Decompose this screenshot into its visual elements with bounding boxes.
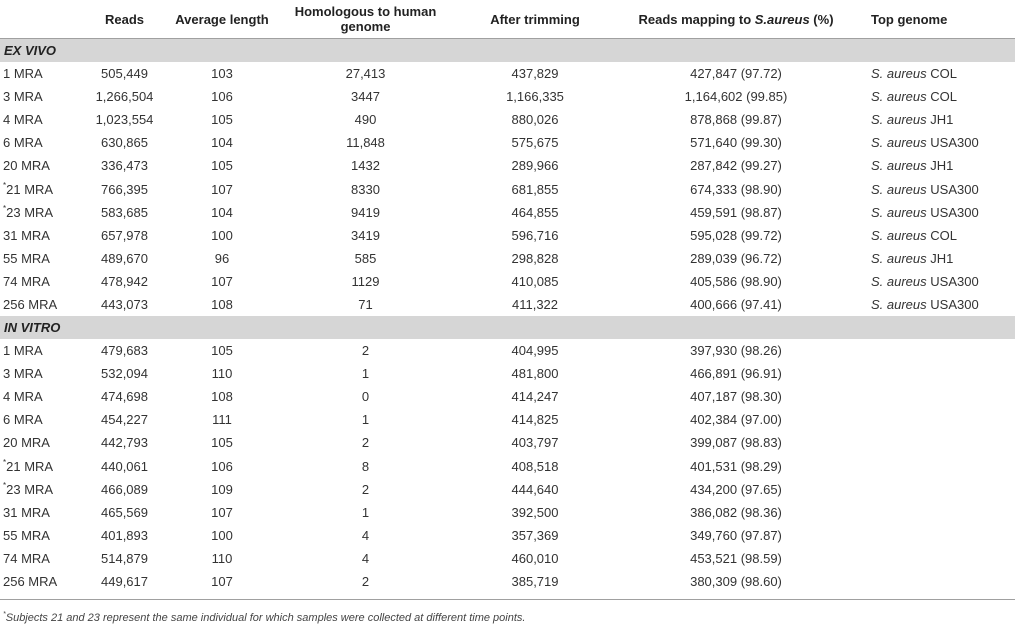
sample-mark: *: [3, 203, 7, 213]
genome-species: S. aureus: [871, 181, 927, 197]
sample-label: 1 MRA: [3, 343, 43, 359]
sample-cell: [0, 108, 77, 131]
genome-species: S. aureus: [871, 273, 927, 289]
genome-strain: USA300: [926, 181, 979, 197]
top-genome-cell: [861, 455, 1015, 478]
sample-mark: *: [3, 180, 7, 190]
top-genome-cell: [861, 431, 1015, 454]
reads-mapping-cell: 453,521 (98.59): [690, 550, 782, 566]
table-row: [0, 408, 1015, 431]
genome-species: S. aureus: [871, 66, 927, 82]
table-row: [0, 62, 1015, 85]
reads-cell: 443,073: [101, 296, 148, 312]
after-trimming-cell: 289,966: [511, 158, 559, 174]
reads-mapping-cell: 674,333 (98.90): [690, 181, 782, 197]
top-genome-cell: [861, 108, 1015, 131]
homologous-cell: 2: [361, 481, 370, 497]
after-trimming-cell: 392,500: [511, 504, 559, 520]
top-genome-cell: [861, 177, 1015, 200]
reads-cell: 532,094: [101, 366, 148, 382]
sample-label: 31 MRA: [3, 504, 50, 520]
reads-cell: 1,266,504: [95, 89, 154, 105]
top-genome-cell: [861, 478, 1015, 501]
reads-mapping-cell: 400,666 (97.41): [690, 296, 782, 312]
homologous-cell: 3419: [351, 227, 380, 243]
average-length-cell: 108: [211, 389, 233, 405]
table-row: [0, 131, 1015, 154]
reads-mapping-cell: 397,930 (98.26): [690, 343, 782, 359]
sample-cell: [0, 455, 77, 478]
homologous-cell: 1432: [351, 158, 380, 174]
homologous-cell: 8330: [351, 181, 380, 197]
after-trimming-cell: 410,085: [511, 273, 559, 289]
header-top-genome: Top genome: [871, 11, 948, 27]
sample-label: 21 MRA: [6, 458, 54, 474]
average-length-cell: 107: [211, 181, 233, 197]
sample-cell: [0, 247, 77, 270]
reads-mapping-cell: 289,039 (96.72): [690, 250, 782, 266]
table-row: [0, 247, 1015, 270]
genome-strain: COL: [926, 227, 957, 243]
sample-label: 20 MRA: [3, 158, 50, 174]
homologous-cell: 1: [361, 366, 370, 382]
top-genome-cell: [861, 154, 1015, 177]
after-trimming-cell: 1,166,335: [506, 89, 564, 105]
table-row: [0, 570, 1015, 593]
section-title: IN VITRO: [0, 316, 1015, 339]
sample-label: 256 MRA: [3, 574, 58, 590]
table-row: [0, 501, 1015, 524]
genome-species: S. aureus: [871, 112, 927, 128]
header-row: [0, 0, 1015, 39]
sample-label: 3 MRA: [3, 366, 43, 382]
sample-cell: [0, 293, 77, 316]
sample-cell: [0, 177, 77, 200]
genome-strain: JH1: [926, 112, 954, 128]
top-genome-cell: [861, 293, 1015, 316]
after-trimming-cell: 411,322: [511, 296, 559, 312]
table-row: [0, 547, 1015, 570]
table-row: [0, 524, 1015, 547]
table-row: [0, 85, 1015, 108]
after-trimming-cell: 681,855: [511, 181, 559, 197]
section-title: EX VIVO: [0, 39, 1015, 63]
sample-cell: [0, 570, 77, 593]
homologous-cell: 27,413: [345, 66, 386, 82]
genome-strain: COL: [926, 89, 957, 105]
reads-mapping-cell: 349,760 (97.87): [690, 527, 782, 543]
reads-cell: 505,449: [101, 66, 148, 82]
genome-strain: USA300: [926, 273, 979, 289]
homologous-cell: 8: [361, 458, 370, 474]
after-trimming-cell: 357,369: [511, 527, 559, 543]
footnote-text: Subjects 21 and 23 represent the same individual for which samples were collected at different time points.: [5, 612, 526, 625]
reads-mapping-cell: 466,891 (96.91): [690, 366, 782, 382]
reads-cell: 479,683: [101, 343, 148, 359]
homologous-cell: 1: [361, 504, 370, 520]
sample-cell: [0, 270, 77, 293]
sample-cell: [0, 478, 77, 501]
homologous-cell: 3447: [351, 89, 380, 105]
footnote-mark: *: [3, 611, 6, 619]
average-length-cell: 110: [211, 366, 233, 382]
sample-label: 74 MRA: [3, 550, 50, 566]
reads-cell: 454,227: [101, 412, 148, 428]
reads-cell: 583,685: [101, 204, 148, 220]
reads-mapping-cell: 386,082 (98.36): [690, 504, 782, 520]
average-length-cell: 106: [211, 458, 233, 474]
after-trimming-cell: 298,828: [511, 250, 559, 266]
after-trimming-cell: 414,825: [511, 412, 559, 428]
homologous-cell: 2: [361, 574, 370, 590]
genome-species: S. aureus: [871, 135, 927, 151]
homologous-cell: 4: [361, 550, 370, 566]
reads-cell: 336,473: [101, 158, 148, 174]
average-length-cell: 110: [211, 550, 233, 566]
sample-label: 21 MRA: [6, 181, 54, 197]
reads-mapping-cell: 287,842 (99.27): [690, 158, 782, 174]
table-row: [0, 108, 1015, 131]
sample-cell: [0, 62, 77, 85]
average-length-cell: 107: [211, 273, 233, 289]
sample-label: 3 MRA: [3, 89, 43, 105]
top-genome-cell: [861, 224, 1015, 247]
reads-cell: 478,942: [101, 273, 148, 289]
top-genome-cell: [861, 131, 1015, 154]
average-length-cell: 105: [211, 112, 233, 128]
average-length-cell: 105: [211, 343, 233, 359]
sample-cell: [0, 339, 77, 362]
reads-mapping-cell: 405,586 (98.90): [690, 273, 782, 289]
sample-cell: [0, 85, 77, 108]
table-row: [0, 293, 1015, 316]
top-genome-cell: [861, 270, 1015, 293]
sample-label: 55 MRA: [3, 527, 50, 543]
reads-mapping-cell: 401,531 (98.29): [690, 458, 782, 474]
after-trimming-cell: 404,995: [511, 343, 559, 359]
table-row: [0, 385, 1015, 408]
reads-cell: 474,698: [101, 389, 148, 405]
reads-cell: 401,893: [101, 527, 148, 543]
top-genome-cell: [861, 524, 1015, 547]
reads-cell: 440,061: [101, 458, 148, 474]
sample-mark: *: [3, 457, 7, 467]
table-row: [0, 339, 1015, 362]
after-trimming-cell: 385,719: [511, 574, 559, 590]
homologous-cell: 2: [361, 435, 370, 451]
reads-mapping-cell: 434,200 (97.65): [690, 481, 782, 497]
average-length-cell: 109: [211, 481, 233, 497]
top-genome-cell: [861, 339, 1015, 362]
average-length-cell: 100: [211, 527, 233, 543]
sample-label: 31 MRA: [3, 227, 50, 243]
sample-label: 4 MRA: [3, 389, 43, 405]
sample-label: 23 MRA: [6, 481, 54, 497]
genome-strain: JH1: [926, 158, 954, 174]
reads-cell: 657,978: [101, 227, 148, 243]
header-reads-mapping: Reads mapping to S.aureus (%): [638, 11, 834, 27]
sample-label: 55 MRA: [3, 250, 50, 266]
table-row: [0, 177, 1015, 200]
after-trimming-cell: 880,026: [511, 112, 559, 128]
sample-cell: [0, 431, 77, 454]
sample-cell: [0, 131, 77, 154]
average-length-cell: 111: [212, 412, 232, 428]
sample-label: 6 MRA: [3, 135, 43, 151]
table-row: [0, 224, 1015, 247]
reads-cell: 1,023,554: [95, 112, 154, 128]
after-trimming-cell: 403,797: [511, 435, 559, 451]
sample-cell: [0, 154, 77, 177]
top-genome-cell: [861, 247, 1015, 270]
reads-cell: 449,617: [101, 574, 148, 590]
sample-label: 256 MRA: [3, 296, 58, 312]
average-length-cell: 105: [211, 158, 233, 174]
header-reads: Reads: [104, 11, 145, 27]
average-length-cell: 106: [211, 89, 233, 105]
genome-species: S. aureus: [871, 204, 927, 220]
table-row: [0, 431, 1015, 454]
top-genome-cell: [861, 501, 1015, 524]
after-trimming-cell: 408,518: [511, 458, 559, 474]
average-length-cell: 100: [211, 227, 233, 243]
genome-species: S. aureus: [871, 227, 927, 243]
sample-cell: [0, 547, 77, 570]
sample-label: 6 MRA: [3, 412, 43, 428]
genome-strain: USA300: [926, 135, 979, 151]
homologous-cell: 490: [354, 112, 377, 128]
top-genome-cell: [861, 201, 1015, 224]
average-length-cell: 107: [211, 574, 233, 590]
reads-mapping-cell: 1,164,602 (99.85): [684, 89, 788, 105]
after-trimming-cell: 437,829: [511, 66, 559, 82]
sample-label: 23 MRA: [6, 204, 54, 220]
sample-cell: [0, 501, 77, 524]
after-trimming-cell: 596,716: [511, 227, 559, 243]
sample-cell: [0, 201, 77, 224]
reads-mapping-cell: 399,087 (98.83): [690, 435, 782, 451]
genome-strain: USA300: [926, 296, 979, 312]
homologous-cell: 9419: [351, 204, 380, 220]
sample-cell: [0, 408, 77, 431]
homologous-cell: 71: [358, 296, 373, 312]
sample-cell: [0, 362, 77, 385]
homologous-cell: 1: [361, 412, 370, 428]
after-trimming-cell: 460,010: [511, 550, 559, 566]
table-row: [0, 362, 1015, 385]
section-header-row: [0, 316, 1015, 339]
section-header-row: [0, 39, 1015, 63]
sample-cell: [0, 524, 77, 547]
genome-species: S. aureus: [871, 89, 927, 105]
reads-mapping-cell: 878,868 (99.87): [690, 112, 782, 128]
average-length-cell: 107: [211, 504, 233, 520]
genome-species: S. aureus: [871, 158, 927, 174]
top-genome-cell: [861, 570, 1015, 593]
genome-species: S. aureus: [871, 296, 927, 312]
sample-label: 74 MRA: [3, 273, 50, 289]
homologous-cell: 0: [361, 389, 370, 405]
top-genome-cell: [861, 362, 1015, 385]
header-average-length: Average length: [175, 11, 269, 27]
reads-mapping-cell: 595,028 (99.72): [690, 227, 782, 243]
sample-cell: [0, 385, 77, 408]
sample-label: 1 MRA: [3, 66, 43, 82]
reads-cell: 466,089: [101, 481, 148, 497]
reads-cell: 630,865: [101, 135, 148, 151]
reads-mapping-cell: 571,640 (99.30): [690, 135, 782, 151]
genome-strain: JH1: [926, 250, 954, 266]
top-genome-cell: [861, 385, 1015, 408]
average-length-cell: 104: [211, 135, 233, 151]
top-genome-cell: [861, 547, 1015, 570]
reads-mapping-cell: 407,187 (98.30): [690, 389, 782, 405]
table-row: [0, 478, 1015, 501]
reads-cell: 766,395: [101, 181, 148, 197]
genome-strain: COL: [926, 66, 957, 82]
header-after-trimming: After trimming: [490, 11, 580, 27]
header-species-name: S.aureus: [754, 11, 810, 27]
after-trimming-cell: 444,640: [511, 481, 559, 497]
reads-cell: 514,879: [101, 550, 148, 566]
header-homologous: Homologous to human genome: [294, 4, 437, 34]
top-genome-cell: [861, 85, 1015, 108]
reads-cell: 442,793: [101, 435, 148, 451]
reads-cell: 489,670: [101, 250, 148, 266]
genome-species: S. aureus: [871, 250, 927, 266]
after-trimming-cell: 481,800: [511, 366, 559, 382]
reads-mapping-cell: 380,309 (98.60): [690, 574, 782, 590]
average-length-cell: 105: [211, 435, 233, 451]
average-length-cell: 96: [214, 250, 230, 266]
homologous-cell: 2: [361, 343, 370, 359]
header-sample: [0, 0, 77, 39]
average-length-cell: 103: [211, 66, 233, 82]
homologous-cell: 1129: [351, 273, 380, 289]
footnote: [0, 600, 1015, 624]
table-row: [0, 201, 1015, 224]
after-trimming-cell: 464,855: [511, 204, 559, 220]
reads-mapping-cell: 427,847 (97.72): [690, 66, 782, 82]
sample-cell: [0, 224, 77, 247]
homologous-cell: 585: [354, 250, 377, 266]
genome-strain: USA300: [926, 204, 979, 220]
sample-mark: *: [3, 480, 7, 490]
table-row: [0, 455, 1015, 478]
after-trimming-cell: 414,247: [511, 389, 559, 405]
homologous-cell: 4: [361, 527, 370, 543]
top-genome-cell: [861, 408, 1015, 431]
reads-cell: 465,569: [101, 504, 148, 520]
sample-label: 20 MRA: [3, 435, 50, 451]
reads-mapping-cell: 459,591 (98.87): [690, 204, 782, 220]
table-row: [0, 154, 1015, 177]
reads-mapping-cell: 402,384 (97.00): [690, 412, 782, 428]
sample-label: 4 MRA: [3, 112, 43, 128]
table-row: [0, 270, 1015, 293]
after-trimming-cell: 575,675: [511, 135, 559, 151]
average-length-cell: 104: [211, 204, 233, 220]
average-length-cell: 108: [211, 296, 233, 312]
homologous-cell: 11,848: [346, 135, 385, 151]
top-genome-cell: [861, 62, 1015, 85]
